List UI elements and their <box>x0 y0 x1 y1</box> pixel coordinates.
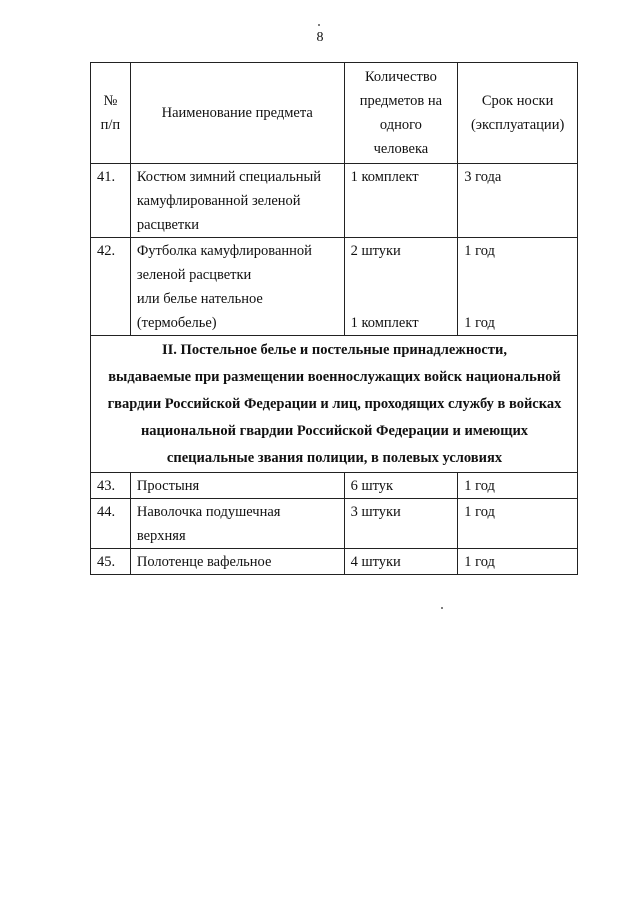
section-heading-line: гвардии Российской Федерации и лиц, проходящих службу в войсках <box>107 396 562 412</box>
header-service-life-line: Срок носки <box>481 93 554 109</box>
quantity-bottom: 1 комплект <box>350 315 419 331</box>
row-quantity <box>344 238 458 336</box>
header-item-name: Наименование предмета <box>130 63 344 164</box>
service-life-top: 1 год <box>464 243 495 259</box>
row-service-life <box>458 238 578 336</box>
row-service-life: 3 года <box>458 164 578 238</box>
item-name-line: Простыня <box>136 478 200 494</box>
row-quantity: 3 штуки <box>344 499 458 549</box>
row-service-life: 1 год <box>458 499 578 549</box>
row-item-name <box>130 499 344 549</box>
item-name-line: Футболка камуфлированной <box>136 243 312 259</box>
table-row <box>91 499 578 549</box>
header-number <box>91 63 131 164</box>
table-row <box>91 238 578 336</box>
scan-speck <box>318 24 320 26</box>
item-name-line: Полотенце вафельное <box>136 554 272 570</box>
scan-speck <box>441 607 443 609</box>
section-heading-line: выдаваемые при размещении военнослужащих войск национальной <box>108 369 561 385</box>
item-name-line: Костюм зимний специальный <box>136 169 322 185</box>
row-number: 44. <box>91 499 131 549</box>
row-item-name <box>130 473 344 499</box>
section-heading-line: национальной гвардии Российской Федерации и имеющих <box>140 423 529 439</box>
row-quantity: 6 штук <box>344 473 458 499</box>
header-quantity-line: человека <box>373 141 429 157</box>
table-header-row <box>91 63 578 164</box>
header-service-life <box>458 63 578 164</box>
section-heading-line: специальные звания полиции, в полевых условиях <box>166 450 503 466</box>
item-name-line: зеленой расцветки <box>136 267 252 283</box>
row-item-name <box>130 549 344 575</box>
row-number: 45. <box>91 549 131 575</box>
item-name-line: или белье нательное <box>136 291 263 307</box>
header-quantity-line: одного <box>379 117 422 133</box>
table-row <box>91 549 578 575</box>
header-quantity-line: Количество <box>364 69 437 85</box>
row-number: 42. <box>91 238 131 336</box>
row-quantity: 1 комплект <box>344 164 458 238</box>
header-number-line: № <box>103 93 118 109</box>
row-quantity: 4 штуки <box>344 549 458 575</box>
row-number: 43. <box>91 473 131 499</box>
row-number: 41. <box>91 164 131 238</box>
header-number-line: п/п <box>100 117 121 133</box>
header-quantity-line: предметов на <box>359 93 443 109</box>
table-row <box>91 473 578 499</box>
item-name-line: верхняя <box>136 528 186 544</box>
item-name-line: (термобелье) <box>136 315 217 331</box>
page-number: 8 <box>316 30 324 45</box>
section-row <box>91 336 578 473</box>
row-service-life: 1 год <box>458 473 578 499</box>
row-item-name <box>130 238 344 336</box>
row-item-name <box>130 164 344 238</box>
quantity-top: 2 штуки <box>350 243 401 259</box>
items-table <box>90 62 578 575</box>
section-heading <box>91 336 578 473</box>
item-name-line: расцветки <box>136 217 200 233</box>
item-name-line: камуфлированной зеленой <box>136 193 301 209</box>
item-name-line: Наволочка подушечная <box>136 504 281 520</box>
section-heading-line: II. Постельное белье и постельные принадлежности, <box>162 342 507 358</box>
row-service-life: 1 год <box>458 549 578 575</box>
header-service-life-line: (эксплуатации) <box>470 117 565 133</box>
service-life-bottom: 1 год <box>464 315 495 331</box>
table-row <box>91 164 578 238</box>
header-quantity <box>344 63 458 164</box>
